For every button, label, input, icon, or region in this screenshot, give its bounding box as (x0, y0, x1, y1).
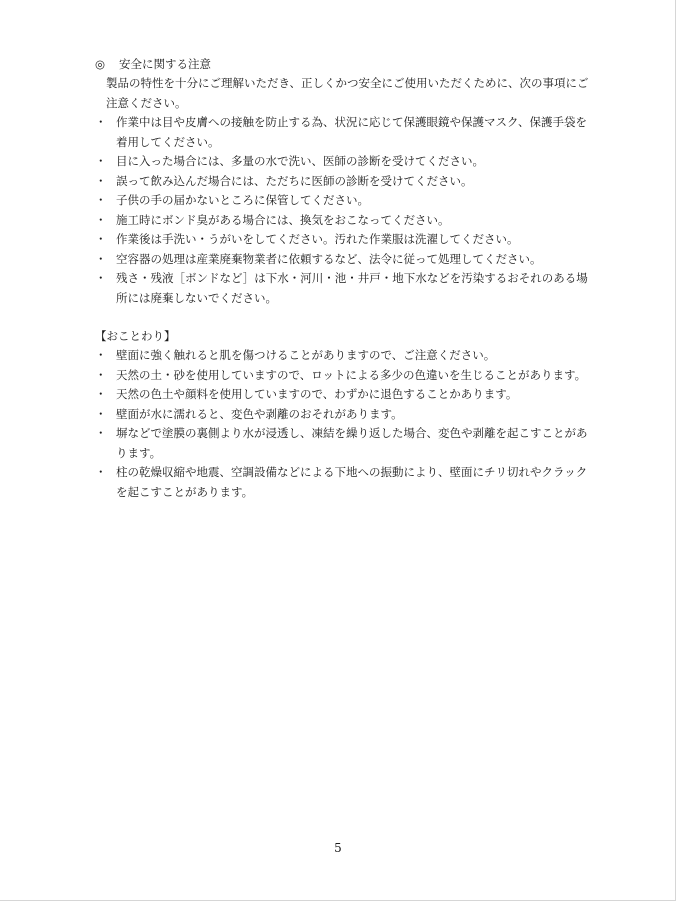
safety-item (95, 211, 595, 231)
safety-item (95, 250, 595, 270)
bullet-icon: ・ (95, 212, 107, 227)
safety-section (95, 55, 595, 308)
bullet-icon: ・ (95, 387, 107, 401)
safety-item (95, 152, 595, 172)
bullet-icon: ・ (95, 232, 107, 246)
bullet-icon: ・ (95, 173, 107, 188)
safety-heading (95, 55, 595, 74)
safety-item-text: 作業中は目や皮膚への接触を防止する為、状況に応じて保護眼鏡や保護マスク、保護手袋を着用してください。 (116, 115, 588, 149)
safety-heading-text: 安全に関する注意 (119, 57, 211, 71)
safety-item-text: 施工時にボンド臭がある場合には、換気をおこなってください。 (116, 212, 450, 227)
disclaimer-section (95, 327, 595, 502)
disclaimer-item-text: 柱の乾燥収縮や地震、空調設備などによる下地への振動により、壁面にチリ切れやクラックを起こすことがあります。 (116, 465, 588, 499)
disclaimer-item-text: 天然の色土や顔料を使用していますので、わずかに退色することかあります。 (116, 387, 518, 401)
bullet-icon: ・ (95, 154, 107, 168)
double-circle-icon: ◎ (95, 57, 106, 71)
safety-item (95, 191, 595, 211)
disclaimer-item-text: 天然の土・砂を使用していますので、ロットによる多少の色違いを生じることがあります。 (116, 367, 587, 382)
safety-item (95, 172, 595, 192)
disclaimer-item (95, 346, 595, 366)
bullet-icon: ・ (95, 406, 107, 421)
disclaimer-list (95, 346, 595, 502)
safety-item-text: 残さ・残液［ボンドなど］は下水・河川・池・井戸・地下水などを汚染するおそれのある場所には廃棄しないでください。 (116, 271, 588, 305)
safety-list (95, 113, 595, 308)
disclaimer-item (95, 405, 595, 425)
bullet-icon: ・ (95, 251, 107, 266)
bullet-icon: ・ (95, 193, 107, 207)
bullet-icon: ・ (95, 348, 107, 362)
safety-item-text: 誤って飲み込んだ場合には、ただちに医師の診断を受けてください。 (116, 173, 473, 188)
safety-item (95, 113, 595, 152)
disclaimer-item-text: 壁面に強く触れると肌を傷つけることがありますので、ご注意ください。 (116, 348, 496, 362)
safety-item (95, 269, 595, 308)
safety-item-text: 空容器の処理は産業廃棄物業者に依頼するなど、法令に従って処理してください。 (116, 251, 542, 266)
disclaimer-item (95, 424, 595, 463)
safety-item-text: 目に入った場合には、多量の水で洗い、医師の診断を受けてください。 (116, 154, 484, 168)
safety-item-text: 作業後は手洗い・うがいをしてください。汚れた作業服は洗濯してください。 (116, 232, 519, 246)
page-number: 5 (334, 841, 342, 855)
bullet-icon: ・ (95, 426, 107, 440)
disclaimer-item (95, 463, 595, 502)
disclaimer-item (95, 366, 595, 386)
disclaimer-heading: 【おことわり】 (95, 329, 176, 343)
safety-item (95, 230, 595, 250)
bullet-icon: ・ (95, 271, 107, 285)
bullet-icon: ・ (95, 465, 107, 479)
bullet-icon: ・ (95, 115, 107, 129)
disclaimer-item-text: 塀などで塗膜の裏側より水が浸透し、凍結を繰り返した場合、変色や剥離を起こすことがあります。 (116, 426, 588, 460)
disclaimer-item-text: 壁面が水に濡れると、変色や剥離のおそれがあります。 (116, 406, 403, 421)
bullet-icon: ・ (95, 367, 107, 382)
disclaimer-item (95, 385, 595, 405)
safety-intro: 製品の特性を十分にご理解いただき、正しくかつ安全にご使用いただくために、次の事項にご注意ください。 (106, 76, 589, 110)
safety-item-text: 子供の手の届かないところに保管してください。 (116, 193, 369, 207)
